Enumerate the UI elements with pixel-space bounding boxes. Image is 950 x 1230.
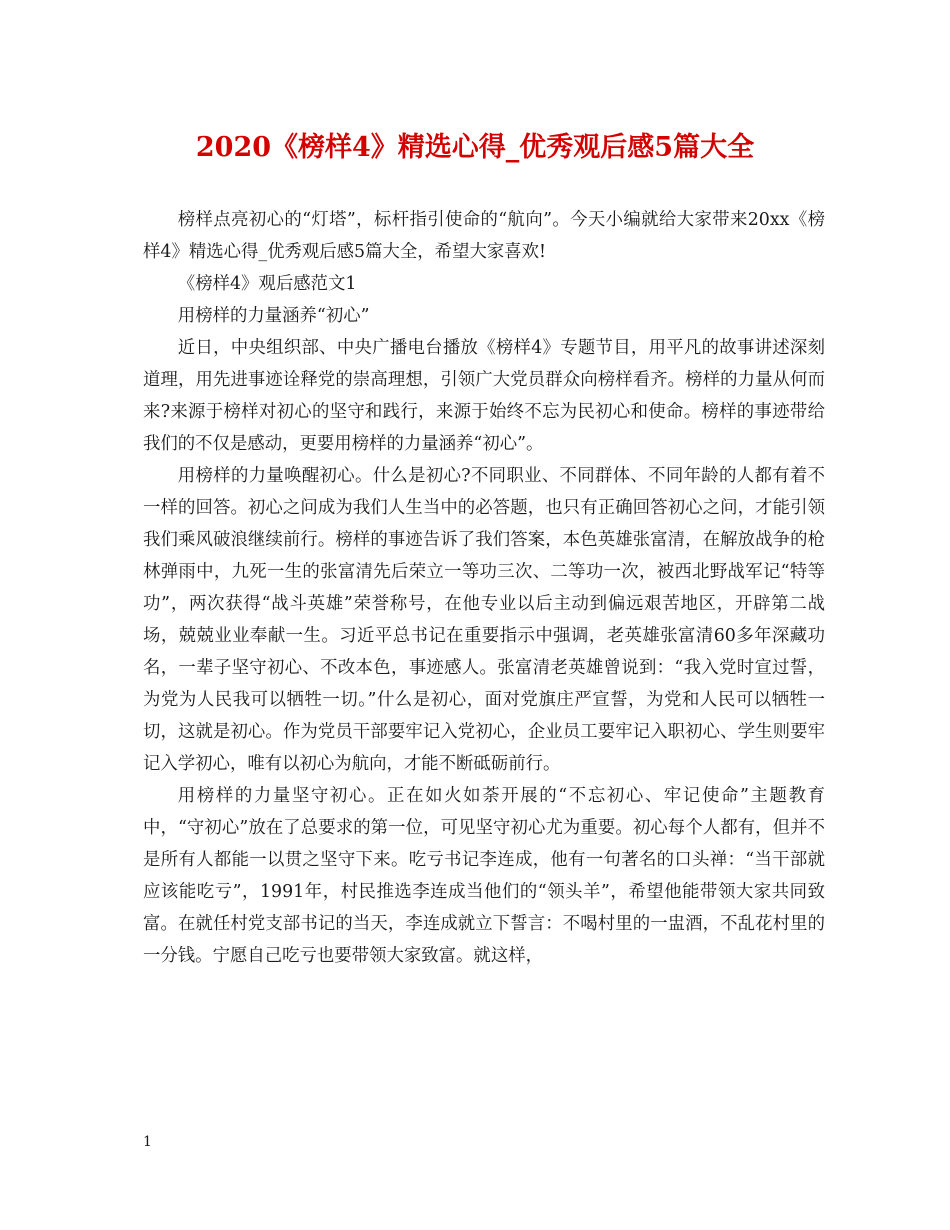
section-heading: 《榜样4》观后感范文1: [177, 274, 357, 294]
intro-paragraph: 榜样点亮初心的“灯塔”，标杆指引使命的“航向”。今天小编就给大家带来20xx《榜样4》精选心得_优秀观后感5篇大全，希望大家喜欢!: [143, 210, 825, 262]
article-heading: 用榜样的力量涵养“初心”: [177, 306, 370, 326]
document-title: 2020《榜样4》精选心得_优秀观后感5篇大全: [195, 132, 755, 163]
page-number: 1: [143, 1134, 152, 1150]
body-paragraph: 用榜样的力量坚守初心。正在如火如荼开展的“不忘初心、牢记使命”主题教育中，“守初心”放在了总要求的第一位，可见坚守初心尤为重要。初心每个人都有，但并不是所有人都能一以贯之坚守下来。吃亏书记李连成，他有一句著名的口头禅：“当干部就应该能吃亏”，1991年，村民推选李连成当他们的“领头羊”，希望他能带领大家共同致富。在就任村党支部书记的当天，李连成就立下誓言：不喝村里的一盅酒，不乱花村里的一分钱。宁愿自己吃亏也要带领大家致富。就这样，: [143, 786, 825, 966]
document-body: [143, 204, 825, 972]
body-paragraph: 近日，中央组织部、中央广播电台播放《榜样4》专题节目，用平凡的故事讲述深刻道理，用先进事迹诠释党的崇高理想，引领广大党员群众向榜样看齐。榜样的力量从何而来?来源于榜样对初心的坚守和践行，来源于始终不忘为民初心和使命。榜样的事迹带给我们的不仅是感动，更要用榜样的力量涵养“初心”。: [143, 338, 825, 454]
body-paragraph: 用榜样的力量唤醒初心。什么是初心?不同职业、不同群体、不同年龄的人都有着不一样的回答。初心之问成为我们人生当中的必答题，也只有正确回答初心之问，才能引领我们乘风破浪继续前行。榜样的事迹告诉了我们答案，本色英雄张富清，在解放战争的枪林弹雨中，九死一生的张富清先后荣立一等功三次、二等功一次，被西北野战军记“特等功”，两次获得“战斗英雄”荣誉称号，在他专业以后主动到偏远艰苦地区，开辟第二战场，兢兢业业奉献一生。习近平总书记在重要指示中强调，老英雄张富清60多年深藏功名，一辈子坚守初心、不改本色，事迹感人。张富清老英雄曾说到：“我入党时宣过誓，为党为人民我可以牺牲一切。”什么是初心，面对党旗庄严宣誓，为党和人民可以牺牲一切，这就是初心。作为党员干部要牢记入党初心，企业员工要牢记入职初心、学生则要牢记入学初心，唯有以初心为航向，才能不断砥砺前行。: [143, 466, 825, 774]
